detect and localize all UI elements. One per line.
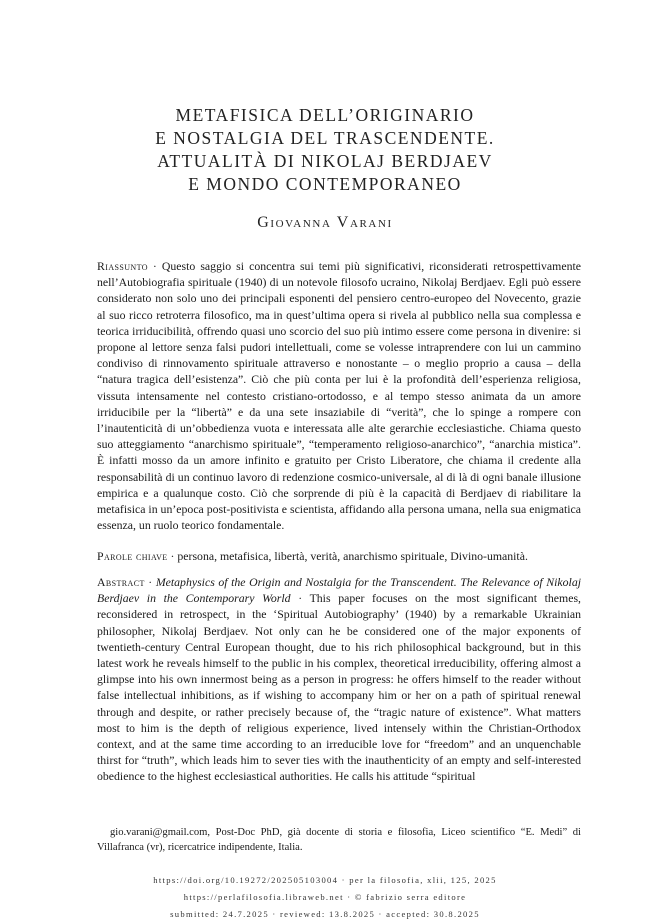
riassunto-separator: · <box>147 259 162 273</box>
abstract-label: Abstract <box>97 575 145 589</box>
riassunto-paragraph <box>97 258 581 533</box>
riassunto-label: Riassunto <box>97 259 148 273</box>
riassunto-text: Questo saggio si concentra sui temi più significativi, riconsiderati retrospettivamente nell’Autobiografia spirituale (1940) di un notevole filosofo ucraino, Nikolaj Berdjaev. Egli può essere considerato non solo uno dei principali esponenti del pensiero centro-europeo del Novecento, grazie al suo ricco retroterra filosofico, ma in quest’ultima opera si rivela al pubblico nella sua complessa e teorica irriducibilità, offrendo quasi uno scorcio del suo più intimo essere come persona in divenire: si propone al lettore senza falsi pudori intellettuali, come se volesse intraprendere con lui un cammino condiviso di rinnovamento spirituale attraverso e nonostante – o meglio proprio a causa – della “natura tragica dell’esistenza”. Ciò che più conta per lui è la profondità dell’esperienza religiosa, vissuta intensamente nel contesto cristiano-ortodosso, e al tempo stesso animata da un amore irriducibile per la “libertà” e da una sete insaziabile di “verità”, che lo spinge a rompere con l’inautenticità di un’obbedienza vuota e interessata alle alte gerarchie ecclesiastiche. Chiama questo suo atteggiamento “anarchismo spirituale”, “temperamento religioso-anarchico”, “anarchia mistica”. È infatti mosso da un amore infinito e gratuito per Cristo Liberatore, che chiama il credente alla responsabilità di un continuo lavoro di redenzione cosmico-universale, al di là di ogni banale illusione empirica e a qualunque costo. Ciò che sorprende di più è la capacità di Berdjaev di riabilitare la metafisica in un’epoca post-positivista e scientista, affidando alla persona umana, nella sua enigmatica essenza, un ruolo teorico fondamentale. <box>97 259 581 533</box>
abstract-paragraph <box>97 574 581 785</box>
abstract-separator: · <box>144 575 156 589</box>
title-line: E NOSTALGIA DEL TRASCENDENTE. <box>155 128 495 148</box>
parole-chiave-paragraph <box>97 548 581 564</box>
parole-chiave-label: Parole chiave <box>97 549 168 563</box>
title-line: ATTUALITÀ DI NIKOLAJ BERDJAEV <box>157 151 493 171</box>
submission-dates-line: submitted: 24.7.2025 · reviewed: 13.8.2025 · accepted: 30.8.2025 <box>170 909 480 919</box>
abstract-english-title: Metaphysics of the Origin and Nostalgia for the Transcendent. The Relevance of Nikolaj Berdjaev in the Contemporary World <box>97 575 581 606</box>
abstract-separator-2: · <box>290 591 310 606</box>
author-footnote: gio.varani@gmail.com, Post-Doc PhD, già docente di storia e filosofia, Liceo scientifico “E. Medi” di Villafranca (vr), ricercatrice indipendente, Italia. <box>97 827 581 853</box>
article-title <box>0 104 650 196</box>
author-name: Giovanna Varani <box>257 214 393 231</box>
publisher-line: https://perlafilosofia.libraweb.net · © fabrizio serra editore <box>183 892 467 902</box>
title-line: METAFISICA DELL’ORIGINARIO <box>175 105 475 125</box>
title-line: E MONDO CONTEMPORANEO <box>188 174 462 194</box>
doi-line: https://doi.org/10.19272/202505103004 · per la filosofia, xlii, 125, 2025 <box>153 875 497 885</box>
parole-chiave-separator: · <box>167 549 178 563</box>
abstract-text: This paper focuses on the most significant themes, reconsidered in retrospect, in the ‘Spiritual Autobiography’ (1940) by a remarkable Ukrainian philosopher, Nikolaj Berdjaev. Not only can he be considered one of the major exponents of twentieth-century Central European thought, due to his rich philosophical background, but in this latest work he reveals himself to the public in his complex, theoretical irreducibility, offering almost a glimpse into his own innermost being as a person in progress: he offers himself to the reader without false intellectual inhibitions, as if wishing to accompany him or her on a path of spiritual renewal through and despite, or rather precisely because of, the “tragic nature of existence”. What matters most to him is the depth of religious experience, lived intensely within the Christian-Orthodox context, and at the same time according to an irreducible love for “freedom” and an unquenchable thirst for “truth”, which leads him to sever ties with the inauthenticity of an empty and self-interested obedience to the highest ecclesiastical authorities. He calls his attitude “spiritual <box>97 591 581 784</box>
parole-chiave-text: persona, metafisica, libertà, verità, anarchismo spirituale, Divino-umanità. <box>177 549 528 563</box>
